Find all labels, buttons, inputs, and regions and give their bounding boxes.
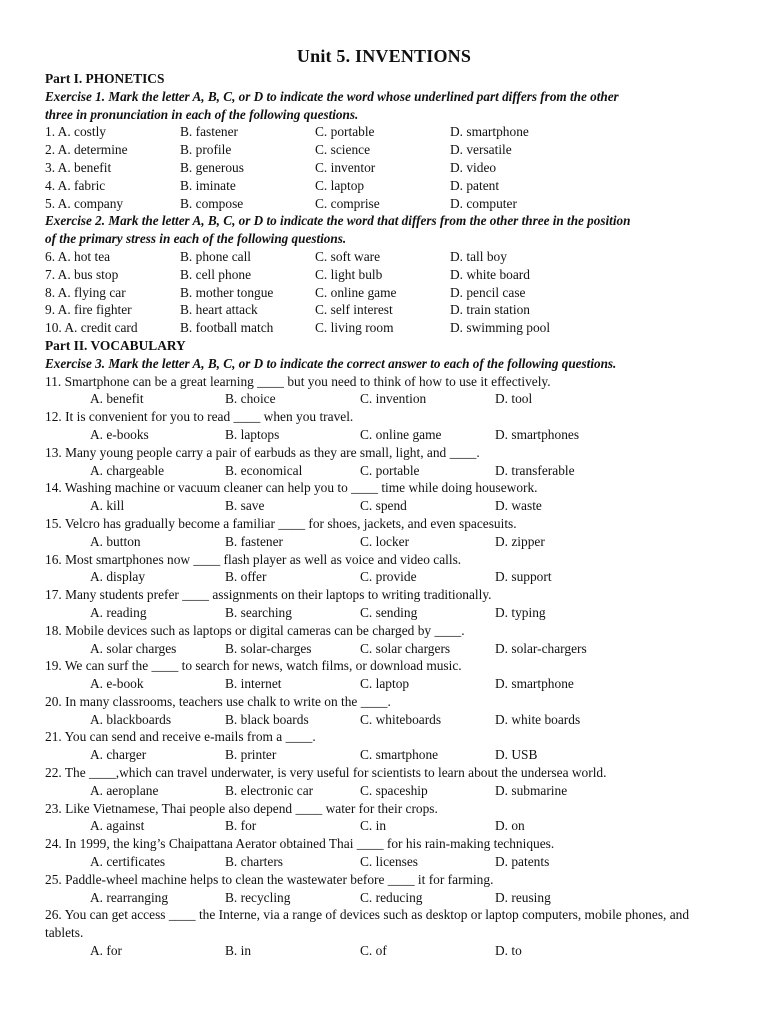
answer-options-row bbox=[45, 746, 725, 764]
answer-option: A. e-book bbox=[90, 676, 144, 692]
answer-option: D. typing bbox=[495, 604, 546, 620]
answer-option: D. white board bbox=[450, 266, 530, 282]
exercise-1-instruction-cont: three in pronunciation in each of the following questions. bbox=[45, 106, 359, 122]
answer-option: C. licenses bbox=[360, 854, 419, 870]
answer-option: C. whiteboards bbox=[360, 711, 442, 727]
answer-option: A. e-books bbox=[90, 426, 149, 442]
question-stem: 15. Velcro has gradually become a familiar ____ for shoes, jackets, and even spacesuits. bbox=[45, 515, 517, 531]
answer-options-row bbox=[45, 675, 725, 693]
answer-option: 9. A. fire fighter bbox=[45, 302, 132, 318]
answer-option: A. rearranging bbox=[90, 889, 169, 905]
answer-option: D. patent bbox=[450, 177, 500, 193]
answer-option: C. comprise bbox=[315, 195, 380, 211]
answer-options-row bbox=[45, 711, 725, 729]
answer-option: A. button bbox=[90, 533, 141, 549]
part-2-heading: Part II. VOCABULARY bbox=[45, 337, 186, 353]
answer-option: D. transferable bbox=[495, 462, 575, 478]
answer-option: A. kill bbox=[90, 498, 125, 514]
answer-option: C. portable bbox=[360, 462, 420, 478]
answer-option: D. solar-chargers bbox=[495, 640, 587, 656]
answer-option: C. science bbox=[315, 142, 371, 158]
answer-option: C. sending bbox=[360, 604, 418, 620]
question-row bbox=[45, 248, 725, 266]
answer-option: D. on bbox=[495, 818, 525, 834]
answer-options-row bbox=[45, 853, 725, 871]
question-stem: 18. Mobile devices such as laptops or digital cameras can be charged by ____. bbox=[45, 622, 465, 638]
answer-option: B. in bbox=[225, 943, 252, 959]
answer-option: B. for bbox=[225, 818, 257, 834]
answer-options-row bbox=[45, 782, 725, 800]
answer-option: B. black boards bbox=[225, 711, 309, 727]
answer-option: B. internet bbox=[225, 676, 282, 692]
answer-option: D. reusing bbox=[495, 889, 551, 905]
answer-option: C. spaceship bbox=[360, 782, 428, 798]
answer-option: C. smartphone bbox=[360, 747, 439, 763]
exercise-3-questions bbox=[45, 373, 725, 960]
answer-option: 3. A. benefit bbox=[45, 159, 112, 175]
page-title: Unit 5. INVENTIONS bbox=[296, 46, 472, 66]
answer-option: A. display bbox=[90, 569, 146, 585]
question-row bbox=[45, 159, 725, 177]
question-stem: 16. Most smartphones now ____ flash player as well as voice and video calls. bbox=[45, 551, 462, 567]
answer-options-row bbox=[45, 942, 725, 960]
question-row bbox=[45, 123, 725, 141]
answer-option: C. invention bbox=[360, 391, 427, 407]
answer-option: B. iminate bbox=[180, 177, 236, 193]
answer-option: B. mother tongue bbox=[180, 284, 274, 300]
answer-option: C. reducing bbox=[360, 889, 423, 905]
answer-option: 4. A. fabric bbox=[45, 177, 106, 193]
answer-option: B. economical bbox=[225, 462, 303, 478]
answer-option: B. cell phone bbox=[180, 266, 252, 282]
answer-option: 5. A. company bbox=[45, 195, 124, 211]
answer-option: B. football match bbox=[180, 320, 274, 336]
answer-option: B. choice bbox=[225, 391, 276, 407]
answer-option: B. electronic car bbox=[225, 782, 314, 798]
answer-option: A. certificates bbox=[90, 854, 166, 870]
answer-option: 10. A. credit card bbox=[45, 320, 138, 336]
answer-options-row bbox=[45, 817, 725, 835]
answer-option: D. smartphone bbox=[450, 124, 529, 140]
question-row bbox=[45, 177, 725, 195]
answer-option: D. pencil case bbox=[450, 284, 526, 300]
answer-option: C. inventor bbox=[315, 159, 376, 175]
answer-option: C. portable bbox=[315, 124, 375, 140]
answer-option: D. waste bbox=[495, 498, 542, 514]
answer-option: D. patents bbox=[495, 854, 550, 870]
exercise-2-instruction-cont: of the primary stress in each of the following questions. bbox=[45, 231, 347, 247]
exercise-1-questions bbox=[45, 123, 725, 212]
answer-option: C. online game bbox=[315, 284, 397, 300]
answer-option: 8. A. flying car bbox=[45, 284, 126, 300]
answer-option: D. support bbox=[495, 569, 552, 585]
answer-options-row bbox=[45, 462, 725, 480]
answer-option: D. tall boy bbox=[450, 248, 507, 264]
question-stem: 26. You can get access ____ the Interne, via a range of devices such as desktop or laptop computers, mobile phones, and tablets. bbox=[45, 907, 690, 941]
answer-option: C. locker bbox=[360, 533, 410, 549]
answer-option: A. blackboards bbox=[90, 711, 172, 727]
part-1-heading: Part I. PHONETICS bbox=[45, 71, 165, 86]
question-row bbox=[45, 301, 725, 319]
answer-option: A. chargeable bbox=[90, 462, 165, 478]
answer-option: D. tool bbox=[495, 391, 533, 407]
question-row bbox=[45, 141, 725, 159]
question-stem: 22. The ____,which can travel underwater, is very useful for scientists to learn about the undersea world. bbox=[45, 765, 607, 781]
answer-options-row bbox=[45, 497, 725, 515]
answer-option: 1. A. costly bbox=[45, 124, 107, 140]
question-stem: 21. You can send and receive e-mails from a ____. bbox=[45, 729, 316, 745]
answer-option: C. spend bbox=[360, 498, 407, 514]
answer-options-row bbox=[45, 390, 725, 408]
answer-option: B. printer bbox=[225, 747, 277, 763]
answer-option: A. reading bbox=[90, 604, 147, 620]
question-row bbox=[45, 284, 725, 302]
answer-option: C. light bulb bbox=[315, 266, 383, 282]
answer-option: B. searching bbox=[225, 604, 292, 620]
answer-option: 6. A. hot tea bbox=[45, 248, 111, 264]
answer-option: C. solar chargers bbox=[360, 640, 451, 656]
answer-option: 7. A. bus stop bbox=[45, 266, 119, 282]
question-stem: 17. Many students prefer ____ assignments on their laptops to writing traditionally. bbox=[45, 587, 492, 603]
answer-option: B. solar-charges bbox=[225, 640, 312, 656]
answer-option: B. compose bbox=[180, 195, 244, 211]
answer-options-row bbox=[45, 533, 725, 551]
answer-options-row bbox=[45, 426, 725, 444]
answer-option: B. fastener bbox=[180, 124, 239, 140]
answer-option: B. charters bbox=[225, 854, 284, 870]
answer-option: C. in bbox=[360, 818, 387, 834]
answer-option: B. fastener bbox=[225, 533, 284, 549]
answer-option: D. video bbox=[450, 159, 497, 175]
answer-option: A. against bbox=[90, 818, 145, 834]
answer-option: 2. A. determine bbox=[45, 142, 128, 158]
answer-option: B. offer bbox=[225, 569, 267, 585]
answer-option: C. living room bbox=[315, 320, 394, 336]
answer-option: D. train station bbox=[450, 302, 530, 318]
question-stem: 25. Paddle-wheel machine helps to clean the wastewater before ____ it for farming. bbox=[45, 871, 494, 887]
question-stem: 11. Smartphone can be a great learning ____ but you need to think of how to use it effectively. bbox=[45, 373, 551, 389]
question-stem: 24. In 1999, the king’s Chaipattana Aerator obtained Thai ____ for his rain-making techniques. bbox=[45, 836, 555, 852]
answer-options-row bbox=[45, 604, 725, 622]
answer-option: D. white boards bbox=[495, 711, 581, 727]
question-stem: 12. It is convenient for you to read ____ when you travel. bbox=[45, 409, 354, 425]
answer-option: A. charger bbox=[90, 747, 147, 763]
answer-option: B. phone call bbox=[180, 248, 252, 264]
answer-option: D. smartphone bbox=[495, 676, 574, 692]
answer-option: B. laptops bbox=[225, 426, 280, 442]
answer-option: D. to bbox=[495, 943, 522, 959]
answer-option: C. laptop bbox=[315, 177, 365, 193]
answer-options-row bbox=[45, 889, 725, 907]
exercise-2-questions bbox=[45, 248, 725, 337]
answer-option: D. smartphones bbox=[495, 426, 580, 442]
answer-options-row bbox=[45, 640, 725, 658]
question-stem: 13. Many young people carry a pair of earbuds as they are small, light, and ____. bbox=[45, 444, 480, 460]
answer-option: A. benefit bbox=[90, 391, 144, 407]
answer-options-row bbox=[45, 568, 725, 586]
question-stem: 23. Like Vietnamese, Thai people also depend ____ water for their crops. bbox=[45, 800, 438, 816]
answer-option: D. swimming pool bbox=[450, 320, 551, 336]
answer-option: C. provide bbox=[360, 569, 417, 585]
question-stem: 19. We can surf the ____ to search for news, watch films, or download music. bbox=[45, 658, 462, 674]
answer-option: A. aeroplane bbox=[90, 782, 159, 798]
answer-option: B. recycling bbox=[225, 889, 291, 905]
worksheet-content bbox=[45, 70, 725, 960]
answer-option: C. laptop bbox=[360, 676, 410, 692]
question-row bbox=[45, 266, 725, 284]
question-row bbox=[45, 195, 725, 213]
exercise-2-instruction: Exercise 2. Mark the letter A, B, C, or D to indicate the word that differs from the other three in the position bbox=[45, 213, 631, 229]
answer-option: C. of bbox=[360, 943, 387, 959]
exercise-3-instruction: Exercise 3. Mark the letter A, B, C, or D to indicate the correct answer to each of the following questions. bbox=[45, 355, 617, 371]
answer-option: D. computer bbox=[450, 195, 517, 211]
answer-option: A. for bbox=[90, 943, 122, 959]
answer-option: B. save bbox=[225, 498, 265, 514]
question-row bbox=[45, 319, 725, 337]
answer-option: C. self interest bbox=[315, 302, 393, 318]
question-stem: 14. Washing machine or vacuum cleaner can help you to ____ time while doing housework. bbox=[45, 480, 538, 496]
answer-option: B. generous bbox=[180, 159, 244, 175]
answer-option: C. online game bbox=[360, 426, 442, 442]
question-stem: 20. In many classrooms, teachers use chalk to write on the ____. bbox=[45, 693, 391, 709]
answer-option: B. heart attack bbox=[180, 302, 258, 318]
answer-option: D. zipper bbox=[495, 533, 545, 549]
answer-option: A. solar charges bbox=[90, 640, 177, 656]
exercise-1-instruction: Exercise 1. Mark the letter A, B, C, or D to indicate the word whose underlined part differs from the other bbox=[45, 88, 619, 104]
answer-option: D. USB bbox=[495, 747, 538, 763]
answer-option: D. versatile bbox=[450, 142, 512, 158]
answer-option: D. submarine bbox=[495, 782, 568, 798]
answer-option: B. profile bbox=[180, 142, 232, 158]
answer-option: C. soft ware bbox=[315, 248, 381, 264]
